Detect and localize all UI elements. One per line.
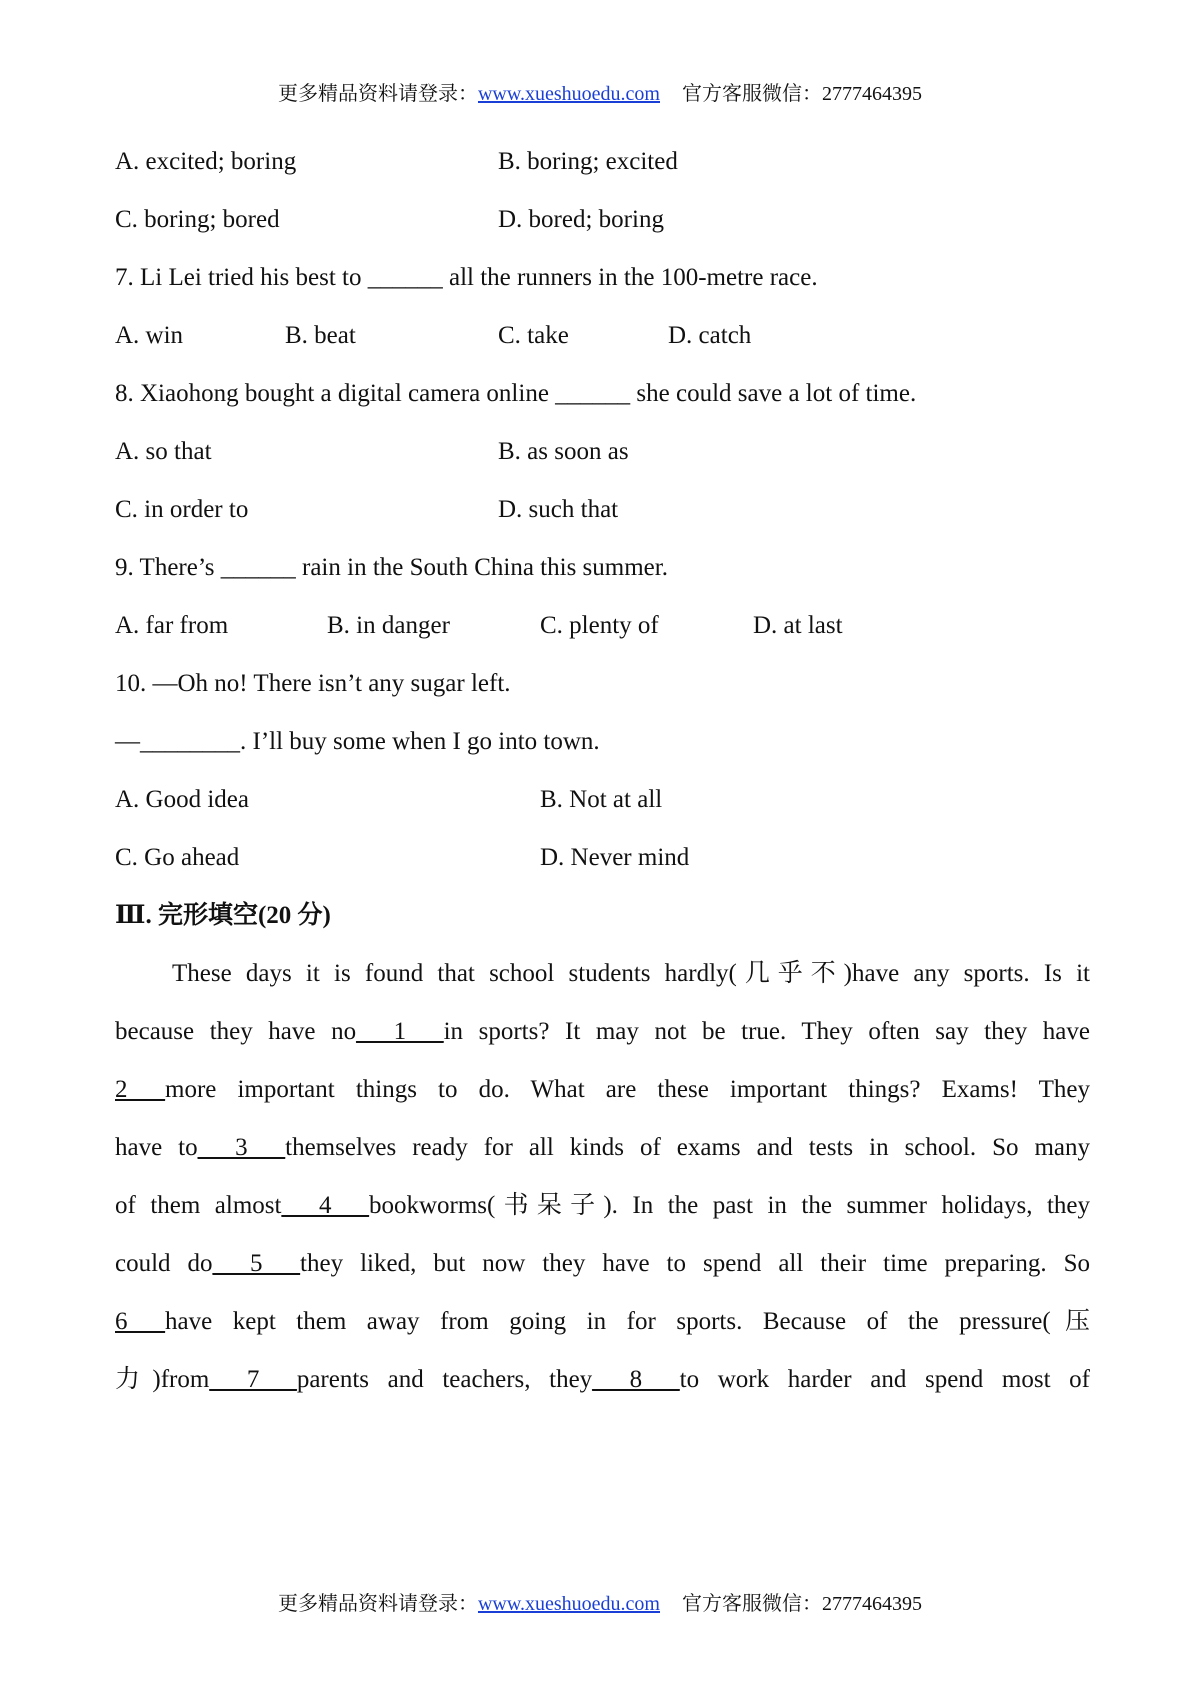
q7-option-a: A. win: [115, 322, 184, 349]
header-service: 官方客服微信：2777464395: [682, 83, 922, 105]
q6-option-b: B. boring; excited: [498, 148, 678, 175]
q7-stem: 7. Li Lei tried his best to ______ all the runners in the 100-metre race.: [115, 264, 818, 291]
blank-1: ___1___: [356, 1018, 444, 1045]
passage-text: because they have no: [115, 1018, 357, 1045]
q10-option-c: C. Go ahead: [115, 844, 240, 871]
q6-option-c: C. boring; bored: [115, 206, 280, 233]
q8-option-a: A. so that: [115, 438, 212, 465]
blank-3: ___3___: [197, 1134, 286, 1161]
q10-stem: 10. —Oh no! There isn’t any sugar left.: [115, 670, 511, 697]
passage-line-7: [115, 1307, 1090, 1337]
passage-text: 力)from: [115, 1366, 210, 1393]
passage-text: have to: [115, 1134, 198, 1161]
q8-option-c: C. in order to: [115, 496, 249, 523]
passage-text: bookworms(书呆子). In the past in the summer holidays, they: [368, 1192, 1090, 1219]
footer-service: 官方客服微信：2777464395: [682, 1593, 922, 1615]
passage-text: parents and teachers, they: [296, 1366, 593, 1393]
q9-option-c: C. plenty of: [540, 612, 659, 639]
blank-4: ___4___: [281, 1192, 369, 1219]
passage-line-8: [115, 1365, 1090, 1395]
passage-text: of them almost: [115, 1192, 282, 1219]
q7-option-b: B. beat: [285, 322, 356, 349]
blank-2: 2___: [115, 1076, 165, 1103]
passage-text: could do: [115, 1250, 213, 1277]
passage-line-6: [115, 1249, 1090, 1279]
q10-option-d: D. Never mind: [540, 844, 690, 871]
passage-text: have kept them away from going in for sports. Because of the pressure(压: [165, 1308, 1090, 1335]
passage-text: These days it is found that school students hardly(几乎不)have any sports. Is it: [172, 960, 1090, 987]
footer-url-link[interactable]: www.xueshuoedu.com: [477, 1593, 660, 1615]
q9-option-d: D. at last: [753, 612, 843, 639]
passage-text: more important things to do. What are these important things? Exams! They: [165, 1076, 1090, 1103]
q9-stem: 9. There’s ______ rain in the South China this summer.: [115, 554, 668, 581]
header-prefix: 更多精品资料请登录：: [277, 83, 478, 105]
q10-option-a: A. Good idea: [115, 786, 249, 813]
blank-8: ___8___: [592, 1366, 680, 1393]
blank-6: 6___: [115, 1308, 165, 1335]
section-title: Ⅲ. 完形填空(20 分): [115, 902, 331, 929]
q10-option-b: B. Not at all: [540, 786, 663, 813]
q10-reply: —________. I’ll buy some when I go into town.: [115, 728, 600, 755]
q8-option-d: D. such that: [498, 496, 619, 523]
q9-option-b: B. in danger: [327, 612, 450, 639]
page-header: [0, 82, 1200, 106]
passage-text: in sports? It may not be true. They often say they have: [443, 1018, 1090, 1045]
passage-text: they liked, but now they have to spend all their time preparing. So: [300, 1250, 1090, 1277]
blank-5: ___5___: [212, 1250, 301, 1277]
footer-prefix: 更多精品资料请登录：: [277, 1593, 478, 1615]
q6-option-d: D. bored; boring: [498, 206, 664, 233]
header-url-link[interactable]: www.xueshuoedu.com: [477, 83, 660, 105]
passage-line-1: [172, 959, 1090, 989]
page-footer: [0, 1592, 1200, 1616]
q7-option-d: D. catch: [668, 322, 752, 349]
q8-option-b: B. as soon as: [498, 438, 629, 465]
passage-line-2: [115, 1017, 1090, 1047]
passage-line-4: [115, 1133, 1090, 1163]
blank-7: ___7___: [209, 1366, 297, 1393]
q6-option-a: A. excited; boring: [115, 148, 297, 175]
passage-text: to work harder and spend most of: [679, 1366, 1090, 1393]
q9-option-a: A. far from: [115, 612, 229, 639]
q7-option-c: C. take: [498, 322, 569, 349]
q8-stem: 8. Xiaohong bought a digital camera online ______ she could save a lot of time.: [115, 380, 917, 407]
passage-text: themselves ready for all kinds of exams and tests in school. So many: [285, 1134, 1090, 1161]
passage-line-5: [115, 1191, 1090, 1221]
passage-line-3: [115, 1075, 1090, 1105]
